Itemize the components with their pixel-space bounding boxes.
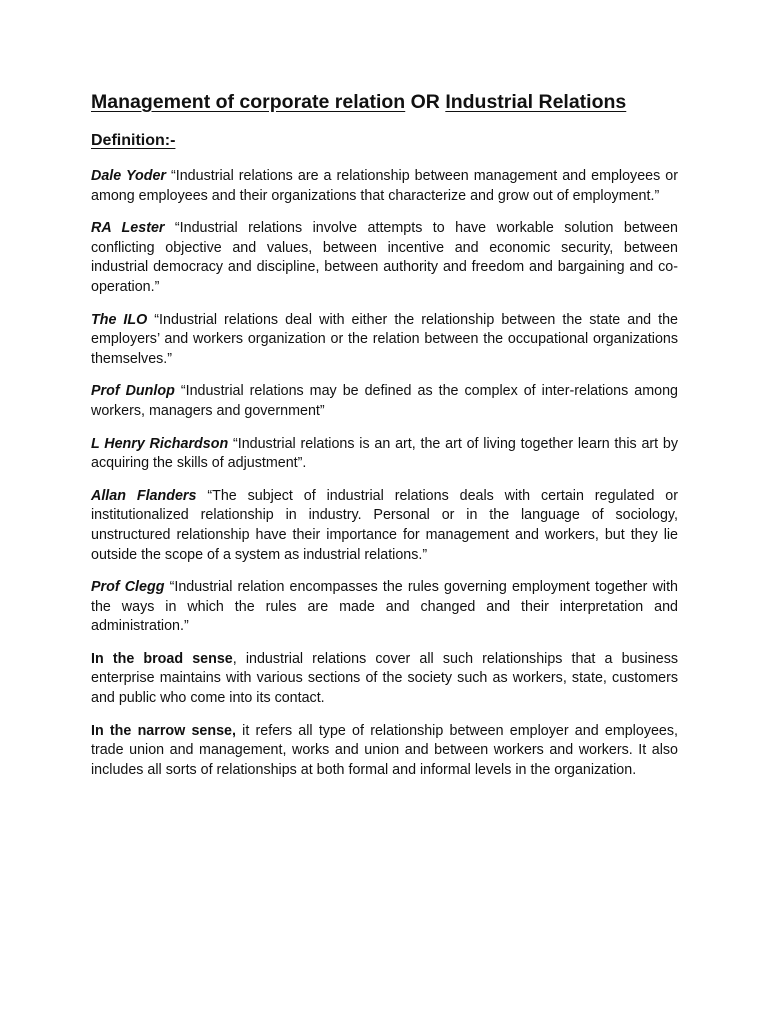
definition-heading: Definition:- [91,132,176,149]
definition-the-ilo [91,311,678,370]
title-part-1: Management of corporate relation [91,91,406,113]
title-connector: OR [410,91,440,113]
sense-lead: In the narrow sense, [91,722,236,739]
author-name: Prof Clegg [91,579,165,596]
definition-text: “Industrial relations involve attempts to have workable solution between conflicting objective and values, between incentive and economic security, between industrial democracy and discipline, between authority and freedom and bargaining and co-operation.” [91,220,678,295]
author-name: Allan Flanders [91,487,197,504]
sense-lead: In the broad sense [91,650,233,667]
definition-prof-clegg [91,578,678,637]
definition-text: “Industrial relations deal with either the relationship between the state and the employers’ and workers organization or the relation between the occupational organizations themselves.” [91,311,678,367]
definition-prof-dunlop [91,382,678,421]
page-title [91,88,678,116]
document-page [91,88,678,780]
author-name: L Henry Richardson [91,435,229,452]
sense-text: it refers all type of relationship between employer and employees, trade union and management, works and union and between workers and workers. It also includes all sorts of relationships at both formal and informal levels in the organization. [91,722,678,778]
narrow-sense-paragraph [91,722,678,781]
definition-text: “Industrial relation encompasses the rules governing employment together with the ways in which the rules are made and changed and their interpretation and administration.” [91,579,678,635]
author-name: RA Lester [91,220,165,237]
definition-text: “Industrial relations is an art, the art of living together learn this art by acquiring the skills of adjustment”. [91,435,678,472]
author-name: The ILO [91,311,148,328]
definition-dale-yoder [91,167,678,206]
title-part-2: Industrial Relations [445,91,627,113]
definition-l-henry-richardson [91,435,678,474]
definition-allan-flanders [91,487,678,565]
author-name: Prof Dunlop [91,383,175,400]
definition-text: “The subject of industrial relations deals with certain regulated or institutionalized relationship in industry. Personal or in the language of sociology, unstructured relationship have their importance for management and workers, but they lie outside the scope of a system as industrial relations.” [91,487,678,563]
sense-text: , industrial relations cover all such relationships that a business enterprise maintains with various sections of the society such as workers, state, customers and public who come into its contact. [91,650,678,707]
broad-sense-paragraph [91,650,678,709]
definition-text: “Industrial relations are a relationship between management and employees or among employees and their organizations that characterize and grow out of employment.” [91,168,678,204]
author-name: Dale Yoder [91,168,166,184]
definition-ra-lester [91,219,678,297]
definition-text: “Industrial relations may be defined as the complex of inter-relations among workers, managers and government” [91,383,678,419]
